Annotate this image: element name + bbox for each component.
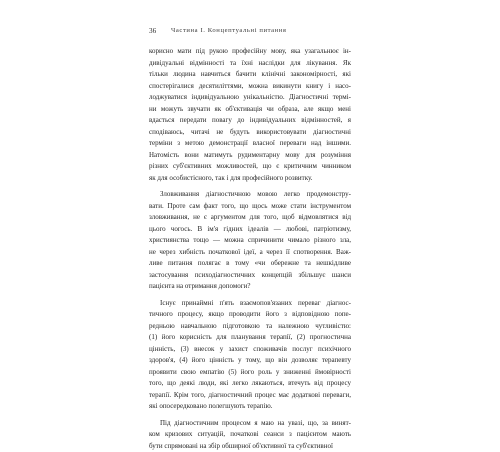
text-line: Зловживання діагностичною мовою легко продемонстру- (149, 189, 351, 201)
text-line: пацієнта на отримання допомоги? (149, 281, 351, 293)
text-line: Існує принаймні п'ять взаємопов'язаних переваг діагнос- (149, 298, 351, 310)
text-line: терміни з метою демонстрації власної переваги над іншими. (149, 138, 351, 150)
text-line: здоров'я, (4) його цінність у тому, що він дозволяє терапевту (149, 355, 351, 367)
text-line: сподіваюсь, читачі не будуть використовувати діагностичні (149, 127, 351, 139)
text-line: проявити свою емпатію (5) його роль у зниженні ймовірності (149, 367, 351, 379)
running-head: Частина I. Концептуальні питання (171, 26, 287, 36)
text-line: терапії. Крім того, діагностичний процес має додаткові переваги, (149, 390, 351, 402)
text-line: Під діагностичним процесом я маю на увазі, що, за винят- (149, 418, 351, 430)
text-line: Натомість вони матимуть рудиментарну мову для розуміння (149, 150, 351, 162)
text-line: того, що деякі люди, які легко лякаються, втечуть від процесу (149, 378, 351, 390)
paragraph (149, 418, 351, 452)
page-number: 36 (149, 26, 156, 36)
text-line: тичного процесу, якщо проводити його з відповідною попе- (149, 309, 351, 321)
text-line: (1) його корисність для планування терапії, (2) прогностична (149, 332, 351, 344)
text-line: бути спрямовані на збір обширної об'єктивної та суб'єктивної (149, 441, 351, 452)
paragraph (149, 298, 351, 413)
text-line: тільки людина навчиться бачити клінічні закономірності, які (149, 69, 351, 81)
text-line: редньою навчальною підготовкою та належною чутливістю: (149, 321, 351, 333)
text-line: християнства тощо — можна спричинити чимало різного зла, (149, 235, 351, 247)
text-line: як для особистісного, так і для професійного розвитку. (149, 173, 351, 185)
text-line: цього чогось. В ім'я гідних ідеалів — любові, патріотизму, (149, 224, 351, 236)
text-line: дивідуальні відмінності та їхні наслідки для лікування. Як (149, 58, 351, 70)
text-line: цінність, (3) внесок у захист споживачів послуг психічного (149, 344, 351, 356)
text-line: спостерігалися десятиліттями, можна викинути книгу і насо- (149, 81, 351, 93)
paragraph (149, 189, 351, 293)
text-line: застосування психодіагностичних концепцій збільшує шанси (149, 270, 351, 282)
body-text (149, 46, 351, 452)
text-line: корисно мати під рукою професійну мову, яка узагальнює ін- (149, 46, 351, 58)
text-line: зловживання, не є аргументом для того, щоб відмовлятися від (149, 212, 351, 224)
page-header (149, 26, 369, 36)
text-line: ни можуть звучати як об'єктивація чи образа, але якщо мені (149, 104, 351, 116)
text-line: вати. Проте сам факт того, що щось може стати інструментом (149, 201, 351, 213)
text-line: вдасться передати повагу до індивідуальних відмінностей, я (149, 115, 351, 127)
text-line: лоджуватися індивідуальною унікальністю. Діагностичні термі- (149, 92, 351, 104)
paragraph (149, 46, 351, 184)
text-line: ком кризових ситуацій, початкові сеанси з пацієнтом мають (149, 429, 351, 441)
text-line: ливе питання полягає в тому «чи обережне та нешкідливе (149, 258, 351, 270)
text-line: не через хибність початкової ідеї, а через її спотворення. Важ- (149, 247, 351, 259)
text-line: які опосередковано полегшують терапію. (149, 401, 351, 413)
text-line: різних суб'єктивних можливостей, що є критичним чинником (149, 161, 351, 173)
